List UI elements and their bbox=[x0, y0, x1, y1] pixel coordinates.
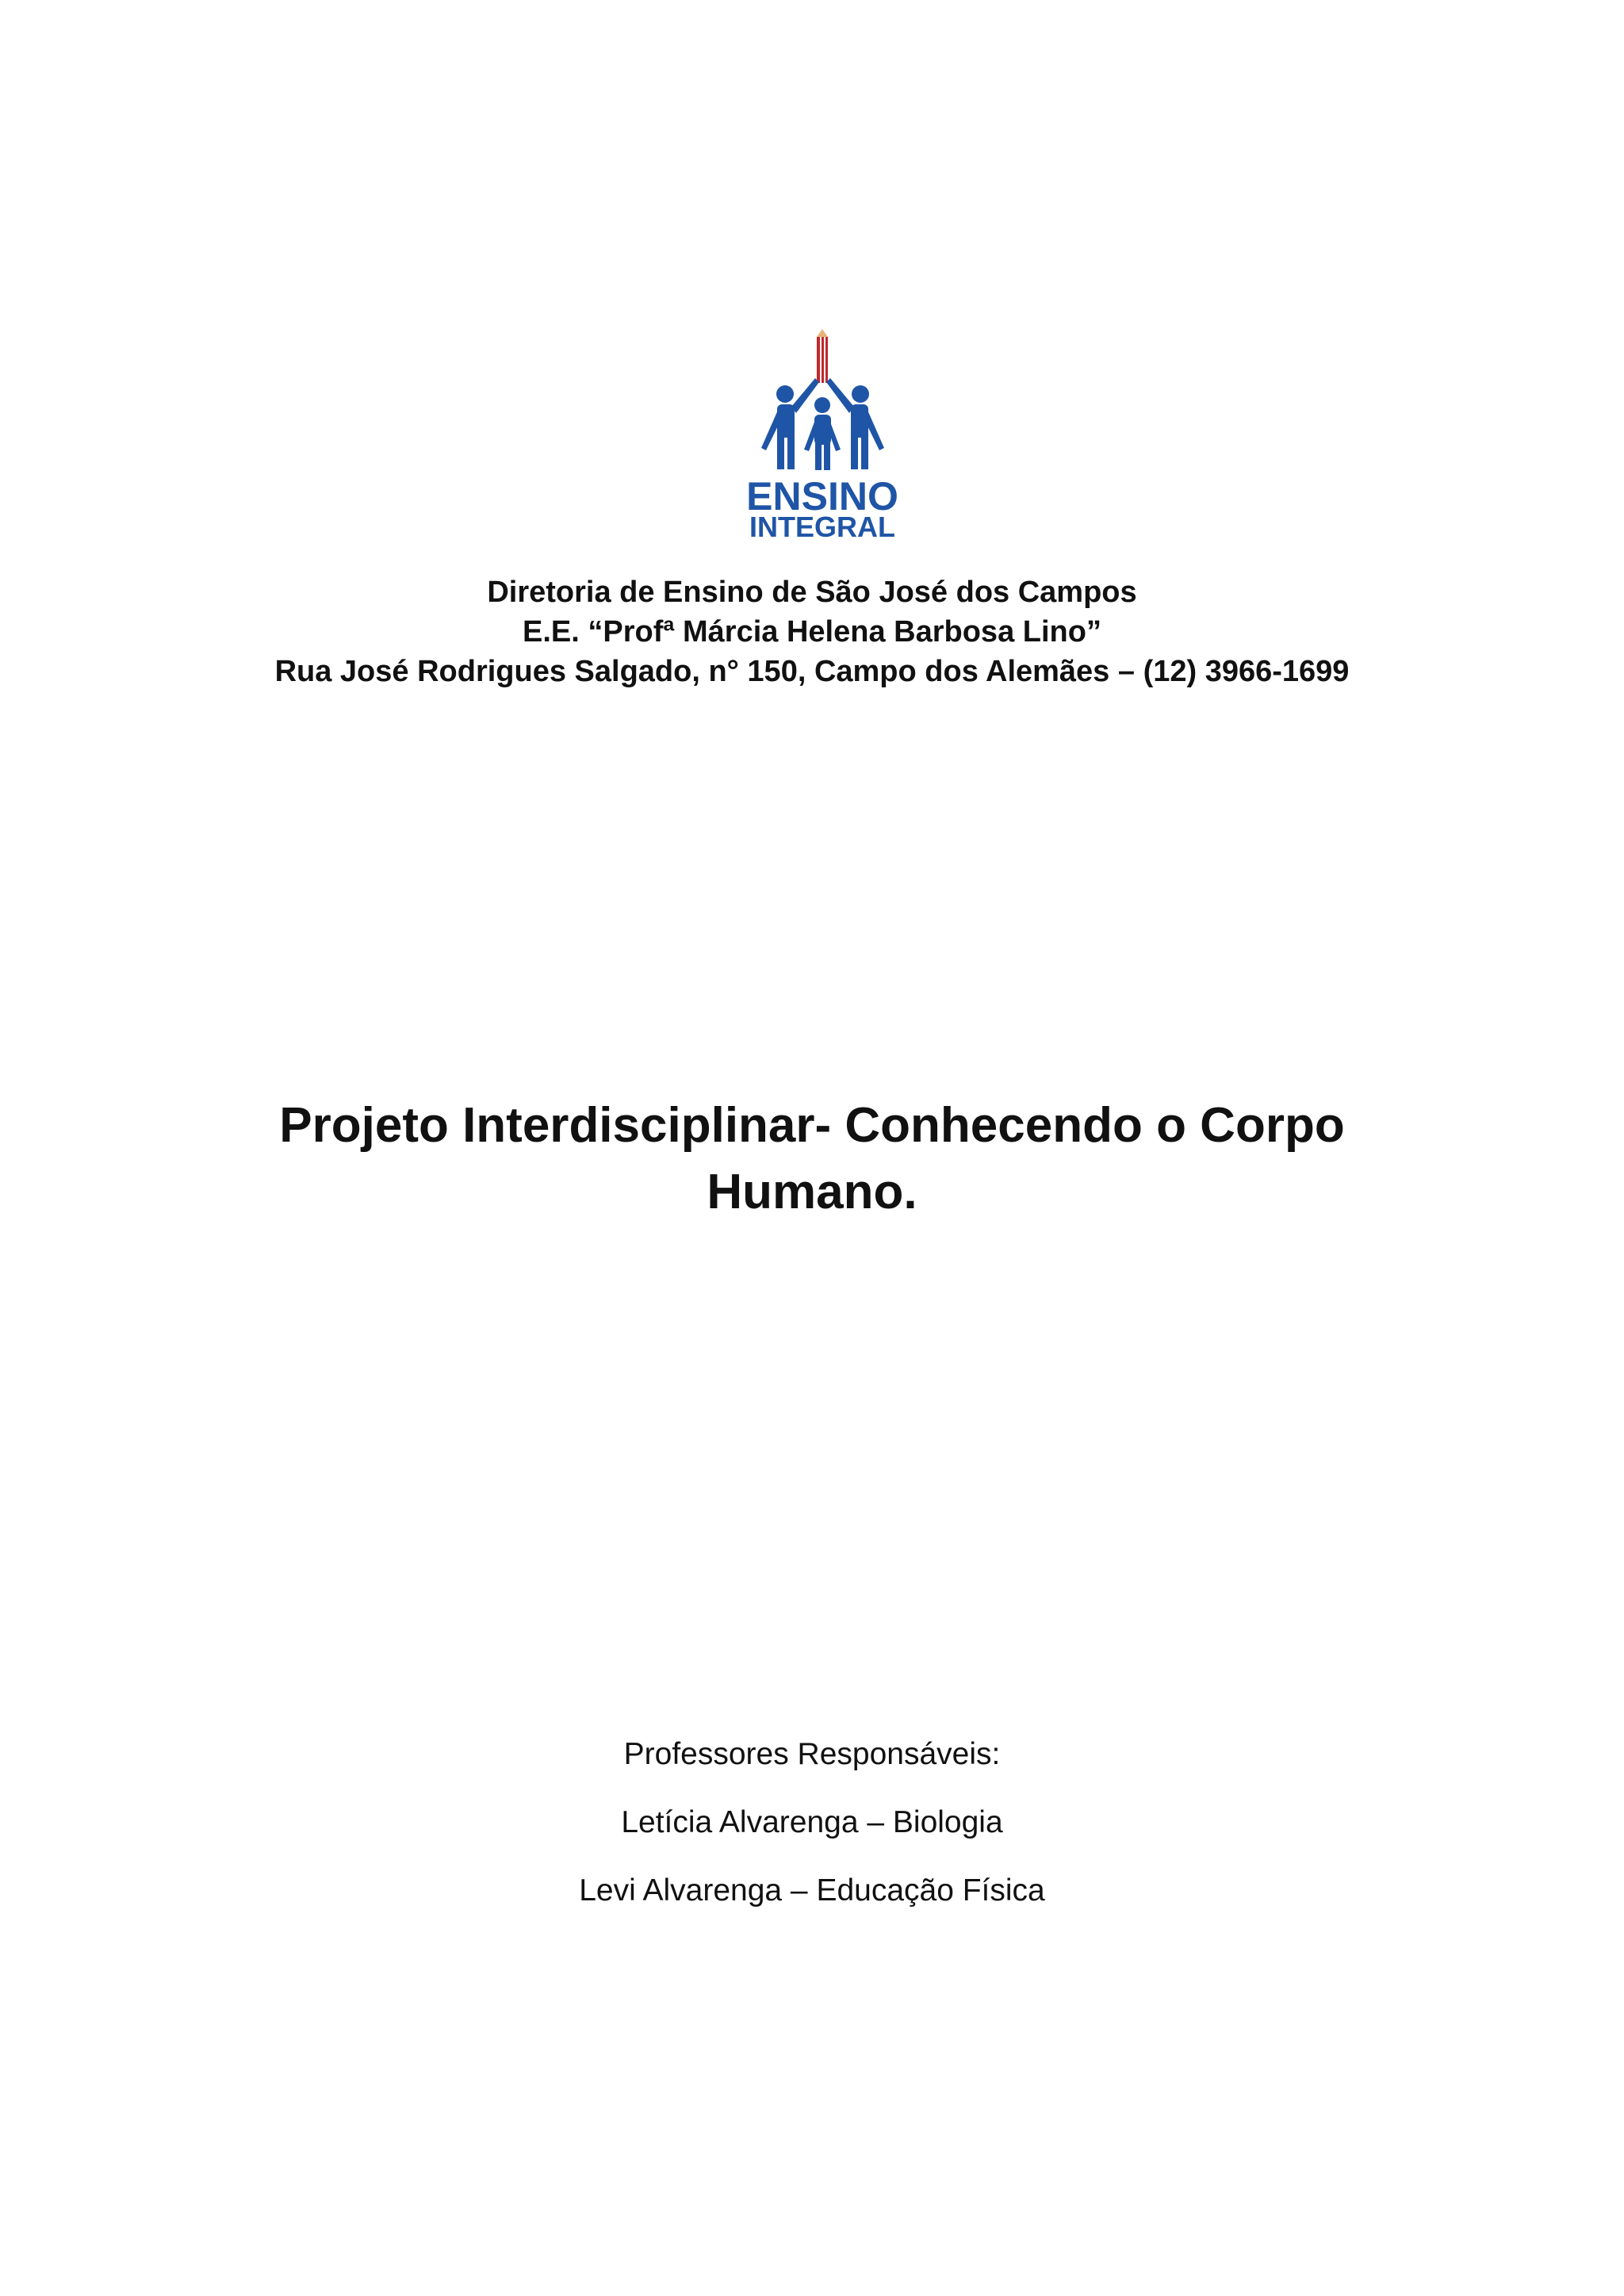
logo-text-ensino: ENSINO bbox=[746, 474, 898, 519]
child-figure-right-icon bbox=[826, 378, 884, 469]
logo-graphic bbox=[737, 329, 908, 543]
teachers-heading: Professores Responsáveis: bbox=[623, 1737, 1001, 1771]
ensino-integral-logo bbox=[737, 329, 908, 543]
school-name-line: E.E. “Profª Márcia Helena Barbosa Lino” bbox=[523, 615, 1101, 649]
address-line: Rua José Rodrigues Salgado, n° 150, Campo dos Alemães – (12) 3966-1699 bbox=[274, 655, 1350, 688]
logo-text-integral: INTEGRAL bbox=[749, 511, 895, 543]
teachers-section bbox=[0, 1736, 1624, 1941]
title-line-1: Projeto Interdisciplinar- Conhecendo o Corpo bbox=[279, 1098, 1345, 1153]
child-figure-left-icon bbox=[761, 378, 819, 469]
teacher-item: Levi Alvarenga – Educação Física bbox=[579, 1873, 1045, 1908]
pencil-icon bbox=[817, 329, 828, 383]
project-title bbox=[0, 1093, 1624, 1226]
title-line-2: Humano. bbox=[707, 1165, 917, 1219]
teacher-item: Letícia Alvarenga – Biologia bbox=[621, 1805, 1003, 1839]
school-header bbox=[0, 572, 1624, 691]
child-figure-middle-icon bbox=[804, 397, 841, 470]
directorate-line: Diretoria de Ensino de São José dos Campos bbox=[487, 576, 1137, 609]
